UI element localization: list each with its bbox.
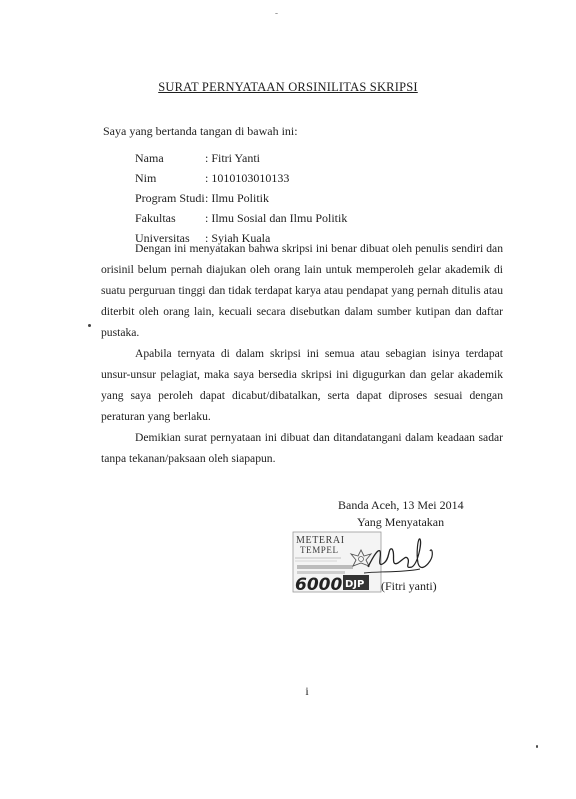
identity-label: Universitas (135, 231, 190, 245)
identity-value: : Ilmu Politik (205, 191, 270, 205)
signer-role: Yang Menyatakan (357, 515, 445, 529)
identity-value: : Ilmu Sosial dan Ilmu Politik (205, 211, 348, 225)
signed-name: (Fitri yanti) (381, 579, 437, 593)
document-title: SURAT PERNYATAAN ORSINILITAS SKRIPSI (158, 80, 418, 94)
identity-block (135, 148, 347, 248)
page-number: i (305, 684, 309, 698)
intro-line: Saya yang bertanda tangan di bawah ini: (103, 124, 298, 138)
identity-label: Nim (135, 171, 157, 185)
scan-speck (536, 745, 538, 748)
identity-label: Nama (135, 151, 164, 165)
scan-speck (275, 13, 278, 14)
identity-row-fakultas (135, 208, 347, 228)
scan-speck (88, 324, 91, 327)
paragraph-text: Demikian surat pernyataan ini dibuat dan ditandatangani dalam keadaan sadar tanpa tekanan/paksaan oleh siapapun. (101, 431, 503, 465)
identity-row-program-studi (135, 188, 347, 208)
paragraph-text: Apabila ternyata di dalam skripsi ini semua atau sebagian isinya terdapat unsur-unsur pelagiat, maka saya bersedia skripsi ini digugurkan dan gelar akademik yang saya peroleh dapat dicabut/dibatalkan, serta dapat diproses sesuai dengan peraturan yang berlaku. (101, 347, 503, 423)
stamp-denomination: 6000 (295, 575, 343, 594)
paragraph-declaration (101, 238, 503, 343)
identity-row-nim (135, 168, 347, 188)
stamp-text-tempel: TEMPEL (300, 545, 339, 555)
paragraph-consequence (101, 343, 503, 427)
paragraph-text: Dengan ini menyatakan bahwa skripsi ini benar dibuat oleh penulis sendiri dan orisinil belum pernah diajukan oleh orang lain untuk memperoleh gelar akademik di suatu perguruan tinggi dan tidak terdapat karya atau pendapat yang pernah ditulis atau diterbit oleh orang lain, kecuali secara disebutkan dalam sumber kutipan dan daftar pustaka. (101, 242, 503, 339)
place-date: Banda Aceh, 13 Mei 2014 (338, 498, 464, 512)
identity-label: Fakultas (135, 211, 176, 225)
identity-value: : 1010103010133 (205, 171, 290, 185)
signature-scribble (360, 533, 440, 585)
identity-label: Program Studi (135, 191, 205, 205)
identity-value: : Fitri Yanti (205, 151, 261, 165)
stamp-badge: DJP (345, 579, 365, 590)
stamp-text-meterai: METERAI (296, 535, 345, 546)
paragraph-closing (101, 427, 503, 469)
identity-row-nama (135, 148, 347, 168)
identity-value: : Syiah Kuala (205, 231, 271, 245)
